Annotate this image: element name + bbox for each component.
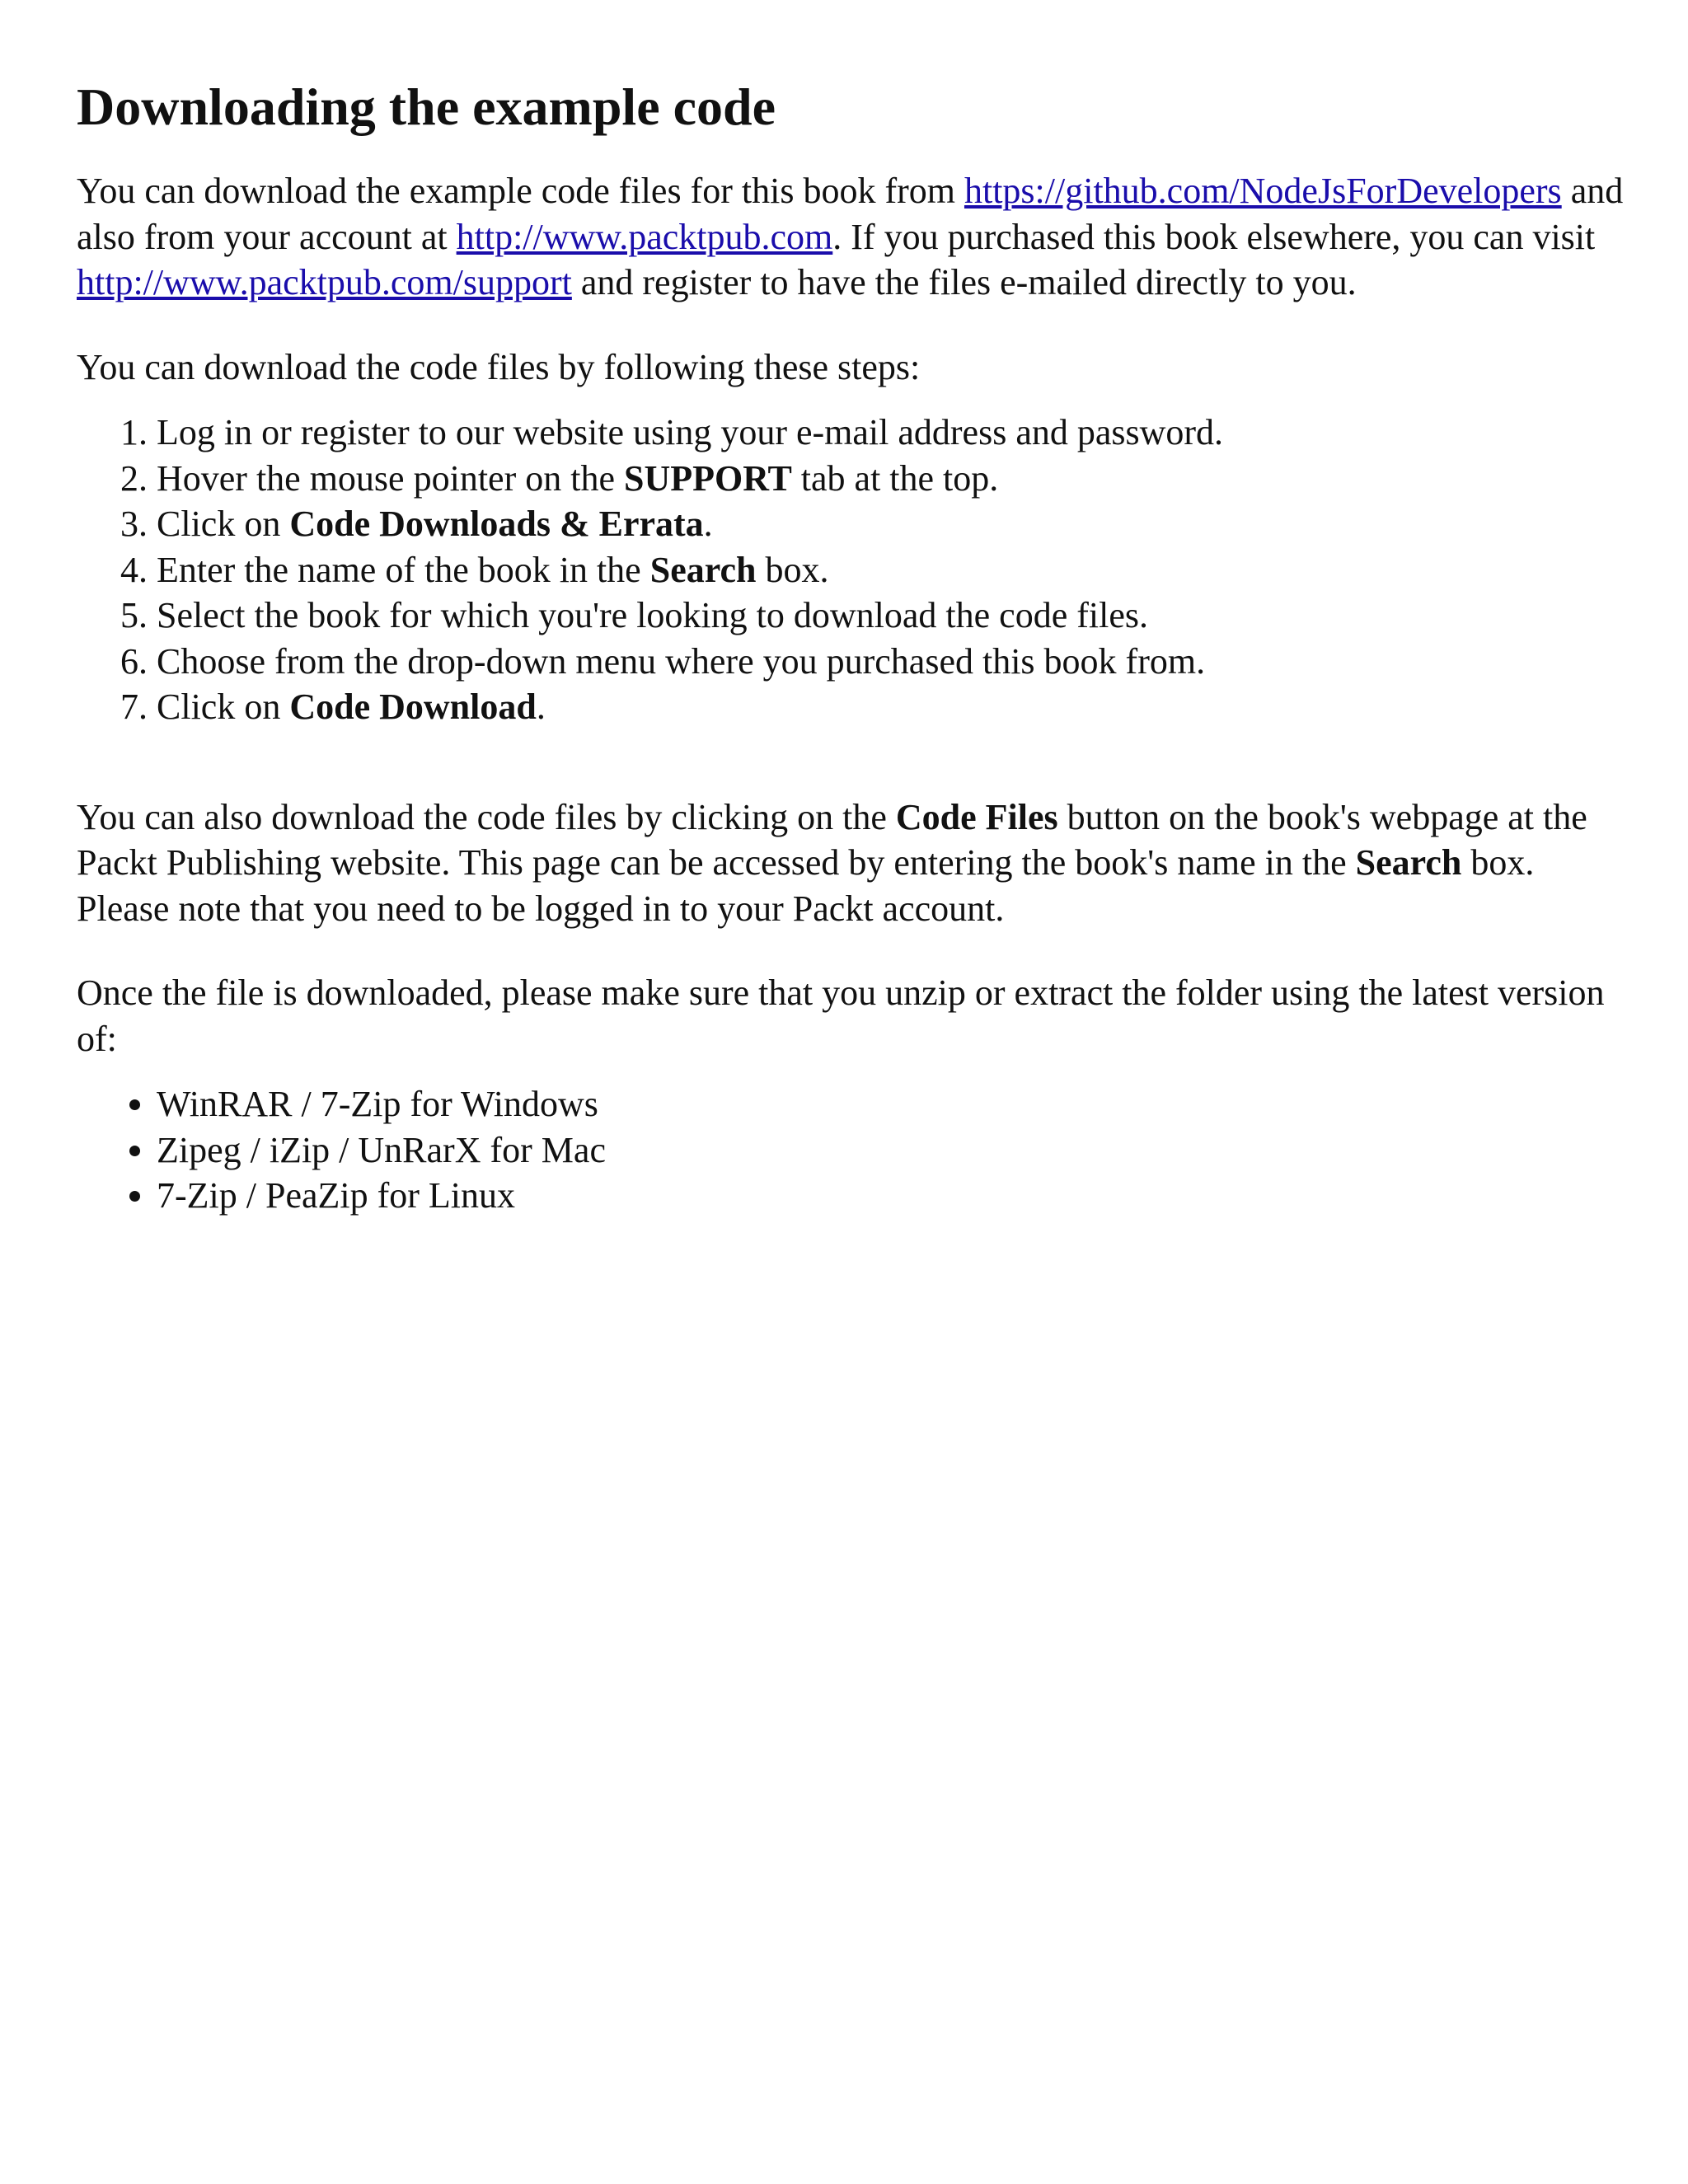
step-text: Choose from the drop-down menu where you purchased this book from. [157, 640, 1206, 682]
page-title: Downloading the example code [77, 77, 776, 136]
step-bold-text: SUPPORT [623, 457, 792, 499]
code-files-bold: Code Files [895, 796, 1058, 837]
unzip-tools-list [77, 1081, 1626, 1219]
tool-item: • WinRAR / 7-Zip for Windows [157, 1081, 1626, 1127]
step-text: Enter the name of the book in the [157, 549, 650, 590]
step-item [157, 639, 1626, 685]
intro-paragraph [77, 168, 1626, 306]
step-text: Click on [157, 504, 290, 544]
step-item [157, 547, 1626, 593]
intro-text-2: and also from your account at [77, 171, 1624, 257]
step-text: Log in or register to our website using your e-mail address and password. [157, 412, 1224, 452]
step-item [157, 410, 1626, 456]
download-steps-list [77, 410, 1626, 730]
packtpub-support-link[interactable]: http://www.packtpub.com/support [77, 262, 572, 302]
steps-intro-paragraph: You can download the code files by following these steps: [77, 346, 921, 387]
document-page [77, 76, 1626, 1219]
step-text: . [536, 687, 546, 727]
code-files-paragraph [77, 794, 1626, 932]
step-item [157, 593, 1626, 639]
unzip-paragraph: Once the file is downloaded, please make sure that you unzip or extract the folder using the latest version of: [77, 972, 1605, 1059]
step-text: . [703, 504, 713, 544]
tool-item: • Zipeg / iZip / UnRarX for Mac [157, 1127, 1626, 1174]
packtpub-link[interactable]: http://www.packtpub.com [456, 216, 833, 257]
step-bold-text: Code Downloads & Errata [289, 504, 704, 544]
step-item [157, 684, 1626, 730]
step-text: Select the book for which you're looking to download the code files. [157, 595, 1148, 635]
also-text-2: button on the book's webpage at the Packt Publishing website. This page can be accessed by entering the book's name in the [77, 796, 1587, 883]
intro-text-1: You can download the example code files for this book from [77, 171, 964, 211]
step-text: Click on [157, 687, 290, 727]
also-text-1: You can also download the code files by clicking on the [77, 796, 896, 837]
also-text-3: box. Please note that you need to be logged in to your Packt account. [77, 842, 1535, 929]
intro-text-3: . If you purchased this book elsewhere, you can visit [832, 216, 1596, 257]
step-bold-text: Search [649, 549, 757, 590]
step-item [157, 501, 1626, 547]
step-text: box. [756, 549, 829, 590]
step-text: tab at the top. [791, 457, 999, 499]
step-text: Hover the mouse pointer on the [157, 457, 624, 499]
github-link[interactable]: https://github.com/NodeJsForDevelopers [964, 171, 1562, 211]
step-bold-text: Code Download [289, 687, 537, 727]
search-bold: Search [1355, 842, 1462, 883]
step-item [157, 456, 1626, 502]
intro-text-4: and register to have the files e-mailed directly to you. [571, 262, 1357, 302]
tool-item: • 7-Zip / PeaZip for Linux [157, 1173, 1626, 1219]
